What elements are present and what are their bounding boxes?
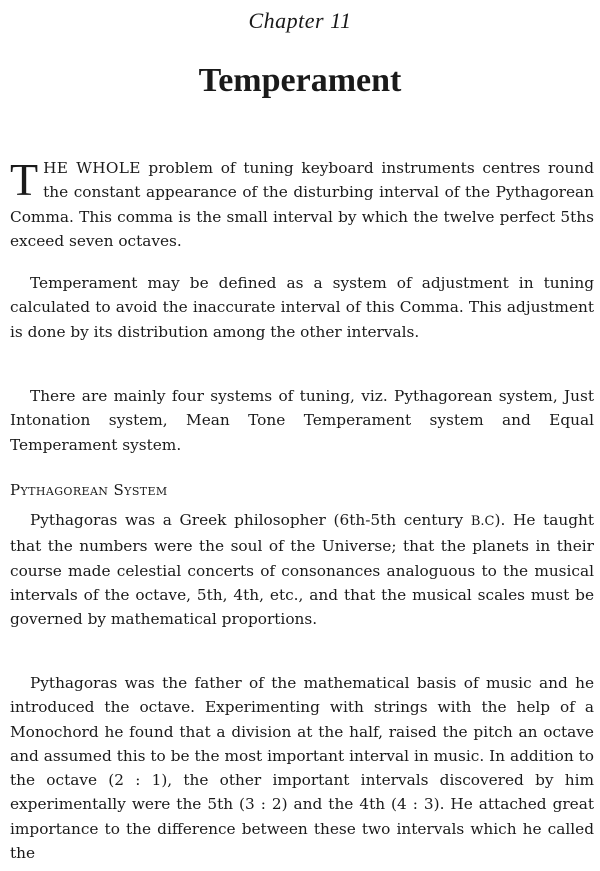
lead-caps-text: HE WHOLE (43, 159, 141, 177)
paragraph-intro (10, 156, 594, 253)
paragraph-pythagoras-philosopher (10, 508, 594, 631)
era-abbrev: B.C (470, 514, 495, 529)
paragraph-pythagoras-octave: Pythagoras was the father of the mathematical basis of music and he introduced the octave. Experimenting with strings with the help of a Monochord he found that a division at the half, raised the pitch an octave and assumed this to be the most important interval in music. In addition to the octave (2 : 1), the other important intervals discovered by him experimentally were the 5th (3 : 2) and the 4th (4 : 3). He attached great importance to the difference between these two intervals which he called the (10, 674, 594, 863)
drop-cap: T (10, 154, 39, 205)
section-heading: Pythagorean System (10, 481, 168, 499)
paragraph-four-systems: There are mainly four systems of tuning, viz. Pythagorean system, Just Intonation system, Mean Tone Temperament system and Equal Temperament system. (10, 387, 594, 454)
chapter-label: Chapter 11 (248, 8, 352, 33)
p4-text-a: Pythagoras was a Greek philosopher (6th-5th century (30, 511, 471, 529)
paragraph-intro-text: problem of tuning keyboard instruments centres round the constant appearance of the disturbing interval of the Pythagorean Comma. This comma is the small interval by which the twelve perfect 5ths exceed seven octaves. (10, 159, 594, 250)
chapter-title: Temperament (198, 62, 402, 99)
paragraph-temperament-definition: Temperament may be defined as a system of adjustment in tuning calculated to avoid the inaccurate interval of this Comma. This adjustment is done by its distribution among the other intervals. (10, 274, 594, 341)
p4-text-b: ). He taught that the numbers were the soul of the Universe; that the planets in their course made celestial concerts of consonances analoguous to the musical intervals of the octave, 5th, 4th, etc., and that the musical scales must be governed by mathematical proportions. (10, 511, 594, 629)
